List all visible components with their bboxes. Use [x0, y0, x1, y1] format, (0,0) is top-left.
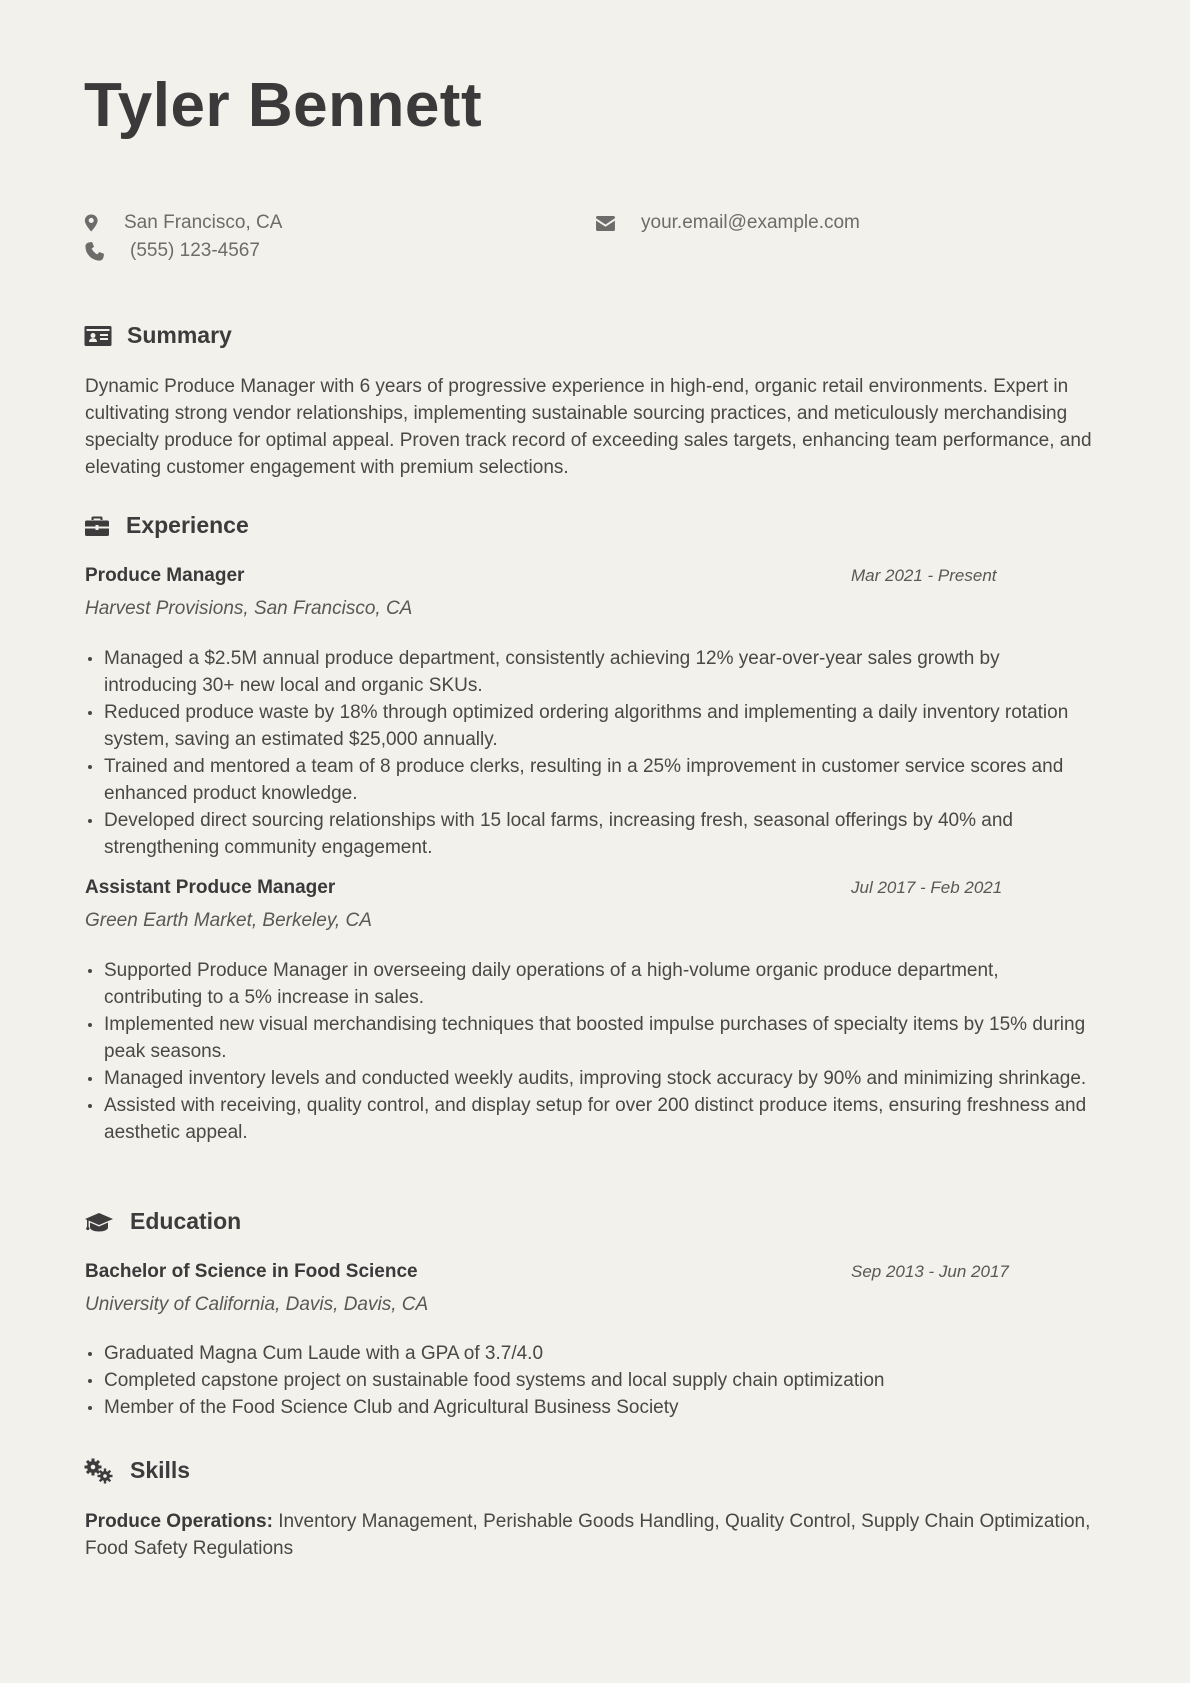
list-item: Graduated Magna Cum Laude with a GPA of 3.7/4.0 [85, 1340, 1095, 1367]
education-title: Education [130, 1208, 242, 1234]
skills-title: Skills [130, 1457, 191, 1483]
contact-phone [84, 240, 260, 262]
list-item: Member of the Food Science Club and Agricultural Business Society [85, 1394, 1095, 1421]
degree-title: Bachelor of Science in Food Science [85, 1261, 418, 1282]
list-item: Completed capstone project on sustainable food systems and local supply chain optimization [85, 1367, 1095, 1394]
contact-location [84, 212, 282, 234]
email-text[interactable]: your.email@example.com [641, 212, 860, 233]
job-title: Assistant Produce Manager [85, 877, 336, 898]
list-item: Reduced produce waste by 18% through optimized ordering algorithms and implementing a daily inventory rotation system, saving an estimated $25,000 annually. [85, 699, 1095, 753]
skills-heading [84, 1457, 190, 1484]
skills-category: Produce Operations: [85, 1511, 273, 1532]
experience-title: Experience [126, 512, 249, 538]
phone-icon [84, 241, 105, 262]
job-company: Green Earth Market, Berkeley, CA [85, 910, 372, 931]
skills-items: Inventory Management, Perishable Goods Handling, Quality Control, Supply Chain Optimization, Food Safety Regulations [85, 1511, 1091, 1559]
list-item: Supported Produce Manager in overseeing daily operations of a high-volume organic produce department, contributing to a 5% increase in sales. [85, 957, 1095, 1011]
map-marker-icon [84, 212, 101, 234]
skills-line [85, 1508, 1095, 1562]
location-text: San Francisco, CA [124, 212, 283, 233]
list-item: Developed direct sourcing relationships with 15 local farms, increasing fresh, seasonal offerings by 40% and strengthening community engagement. [85, 807, 1095, 861]
summary-heading [84, 322, 232, 349]
list-item: Assisted with receiving, quality control, and display setup for over 200 distinct produce items, ensuring freshness and aesthetic appeal. [85, 1092, 1095, 1146]
job-bullets [85, 957, 1095, 1146]
job-company: Harvest Provisions, San Francisco, CA [85, 598, 413, 619]
list-item: Implemented new visual merchandising techniques that boosted impulse purchases of specialty items by 15% during peak seasons. [85, 1011, 1095, 1065]
job-dates: Jul 2017 - Feb 2021 [851, 878, 1003, 897]
education-bullets [85, 1340, 1095, 1421]
gears-icon [84, 1458, 114, 1484]
candidate-name: Tyler Bennett [84, 71, 483, 140]
briefcase-icon [84, 515, 110, 537]
phone-text: (555) 123-4567 [130, 240, 260, 261]
list-item: Trained and mentored a team of 8 produce clerks, resulting in a 25% improvement in customer service scores and enhanced product knowledge. [85, 753, 1095, 807]
summary-title: Summary [127, 322, 232, 348]
contact-email [595, 212, 860, 234]
education-dates: Sep 2013 - Jun 2017 [851, 1262, 1009, 1281]
envelope-icon [595, 215, 616, 232]
graduation-cap-icon [84, 1211, 114, 1233]
experience-heading [84, 512, 249, 539]
school-name: University of California, Davis, Davis, CA [85, 1294, 429, 1315]
job-dates: Mar 2021 - Present [851, 566, 997, 585]
list-item: Managed inventory levels and conducted weekly audits, improving stock accuracy by 90% and minimizing shrinkage. [85, 1065, 1095, 1092]
job-title: Produce Manager [85, 565, 245, 586]
job-bullets [85, 645, 1095, 861]
education-heading [84, 1208, 241, 1235]
id-card-icon [84, 325, 112, 347]
list-item: Managed a $2.5M annual produce department, consistently achieving 12% year-over-year sales growth by introducing 30+ new local and organic SKUs. [85, 645, 1095, 699]
summary-text: Dynamic Produce Manager with 6 years of progressive experience in high-end, organic retail environments. Expert in cultivating strong vendor relationships, implementing sustainable sourcing practices, and meticulously merchandising specialty produce for optimal appeal. Proven track record of exceeding sales targets, enhancing team performance, and elevating customer engagement with premium selections. [85, 376, 1092, 478]
